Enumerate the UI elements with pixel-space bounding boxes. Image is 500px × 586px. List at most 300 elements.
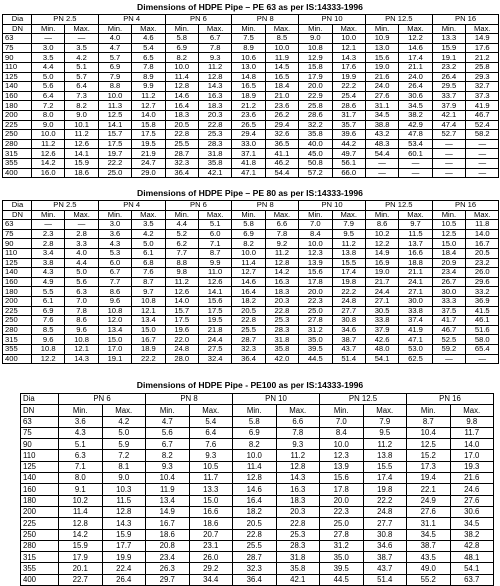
value-cell: 32.7: [466, 82, 499, 92]
value-cell: 3.6: [59, 416, 103, 427]
max-header: Max.: [189, 405, 233, 416]
pn-header: PN 4: [98, 201, 165, 211]
value-cell: 22.2: [332, 287, 365, 297]
max-header: Max.: [332, 24, 365, 34]
value-cell: 11.2: [132, 91, 165, 101]
value-cell: 10.5: [189, 461, 233, 472]
max-header: Max.: [132, 24, 165, 34]
value-cell: 58.2: [466, 130, 499, 140]
value-cell: 17.4: [363, 473, 407, 484]
value-cell: 39.5: [299, 344, 332, 354]
pe100-table-title: Dimensions of HDPE Pipe - PE100 as per IS:14333-1996: [136, 380, 364, 390]
value-cell: 16.0: [32, 168, 65, 178]
value-cell: 15.6: [365, 53, 398, 63]
table-row: [21, 439, 494, 450]
value-cell: 35.0: [320, 552, 364, 563]
value-cell: 22.1: [407, 484, 451, 495]
table-row: [3, 43, 499, 53]
value-cell: 13.9: [320, 461, 364, 472]
value-cell: 37.1: [232, 149, 265, 159]
value-cell: 28.7: [233, 552, 277, 563]
pn-header: PN 8: [146, 394, 233, 405]
value-cell: 54.4: [265, 168, 298, 178]
dn-cell: 200: [3, 110, 32, 120]
value-cell: 18.9: [232, 91, 265, 101]
value-cell: 26.5: [232, 120, 265, 130]
value-cell: 4.2: [132, 229, 165, 239]
max-header: Max.: [450, 405, 494, 416]
value-cell: 15.2: [407, 450, 451, 461]
value-cell: 30.0: [399, 296, 432, 306]
value-cell: 36.9: [466, 296, 499, 306]
value-cell: —: [432, 149, 465, 159]
value-cell: 22.3: [299, 296, 332, 306]
value-cell: 5.8: [233, 416, 277, 427]
pe63-header-row-minmax: [3, 24, 499, 34]
value-cell: 32.3: [232, 344, 265, 354]
value-cell: 18.6: [65, 168, 98, 178]
value-cell: 30.6: [399, 91, 432, 101]
value-cell: 47.1: [399, 335, 432, 345]
value-cell: 46.1: [466, 316, 499, 326]
value-cell: 30.0: [432, 287, 465, 297]
value-cell: 10.8: [98, 306, 131, 316]
value-cell: 11.2: [165, 277, 198, 287]
value-cell: 5.6: [146, 427, 190, 438]
value-cell: 21.9: [132, 149, 165, 159]
value-cell: 12.1: [65, 344, 98, 354]
min-header: Min.: [320, 405, 364, 416]
value-cell: —: [466, 139, 499, 149]
value-cell: 35.7: [332, 120, 365, 130]
value-cell: 15.6: [320, 473, 364, 484]
value-cell: 47.1: [232, 168, 265, 178]
value-cell: 6.1: [32, 296, 65, 306]
value-cell: 22.2: [132, 354, 165, 364]
value-cell: 48.0: [365, 344, 398, 354]
value-cell: 10.0: [232, 248, 265, 258]
value-cell: —: [466, 158, 499, 168]
value-cell: 12.8: [233, 473, 277, 484]
value-cell: 46.2: [265, 158, 298, 168]
value-cell: 6.9: [32, 306, 65, 316]
max-header: Max.: [332, 210, 365, 220]
value-cell: 29.3: [466, 72, 499, 82]
dn-cell: 75: [3, 229, 32, 239]
value-cell: 11.3: [98, 101, 131, 111]
value-cell: 35.0: [299, 335, 332, 345]
value-cell: 15.6: [299, 268, 332, 278]
value-cell: 11.4: [233, 461, 277, 472]
value-cell: 19.0: [365, 62, 398, 72]
value-cell: 9.8: [165, 268, 198, 278]
pn-header: PN 10: [299, 15, 366, 25]
value-cell: 42.6: [365, 335, 398, 345]
value-cell: 54.4: [365, 149, 398, 159]
value-cell: 8.8: [165, 258, 198, 268]
table-row: [21, 506, 494, 517]
value-cell: 7.5: [232, 34, 265, 44]
value-cell: 18.4: [265, 82, 298, 92]
dn-cell: 225: [21, 518, 59, 529]
value-cell: 29.6: [466, 277, 499, 287]
pn-header: PN 6: [165, 201, 232, 211]
value-cell: 22.0: [165, 335, 198, 345]
dn-cell: 400: [21, 574, 59, 585]
value-cell: 31.2: [299, 325, 332, 335]
pn-header: PN 10: [233, 394, 320, 405]
value-cell: 17.6: [466, 43, 499, 53]
value-cell: 25.5: [233, 540, 277, 551]
pe80-table: [2, 200, 499, 364]
value-cell: 38.7: [363, 552, 407, 563]
max-header: Max.: [65, 24, 98, 34]
value-cell: 4.7: [98, 43, 131, 53]
pn-header: PN 8: [232, 15, 299, 25]
min-header: Min.: [98, 24, 131, 34]
pe100-header-row-pn: [21, 394, 494, 405]
value-cell: 4.4: [65, 258, 98, 268]
value-cell: 27.7: [332, 306, 365, 316]
value-cell: 19.8: [332, 277, 365, 287]
value-cell: 15.0: [132, 325, 165, 335]
value-cell: 12.5: [98, 110, 131, 120]
max-header: Max.: [466, 24, 499, 34]
value-cell: 40.0: [299, 139, 332, 149]
value-cell: 27.6: [450, 495, 494, 506]
value-cell: 49.0: [407, 563, 451, 574]
min-header: Min.: [232, 210, 265, 220]
value-cell: 29.4: [265, 120, 298, 130]
value-cell: 11.4: [165, 72, 198, 82]
dia-header: Dia: [3, 15, 32, 25]
value-cell: 7.8: [132, 62, 165, 72]
value-cell: 11.2: [32, 139, 65, 149]
value-cell: 15.5: [332, 258, 365, 268]
value-cell: 24.4: [365, 287, 398, 297]
value-cell: 17.9: [59, 552, 103, 563]
table-row: [3, 158, 499, 168]
pn-header: PN 12.5: [320, 394, 407, 405]
dn-cell: 160: [21, 484, 59, 495]
value-cell: 34.4: [189, 574, 233, 585]
dn-cell: 225: [3, 306, 32, 316]
value-cell: 35.8: [198, 158, 231, 168]
table-row: [3, 91, 499, 101]
value-cell: 9.3: [276, 439, 320, 450]
value-cell: 7.1: [59, 461, 103, 472]
value-cell: 10.4: [146, 473, 190, 484]
dn-cell: 200: [3, 296, 32, 306]
value-cell: 27.1: [399, 287, 432, 297]
value-cell: —: [32, 34, 65, 44]
value-cell: 22.8: [276, 518, 320, 529]
value-cell: 6.0: [98, 258, 131, 268]
table-row: [3, 229, 499, 239]
value-cell: 37.9: [432, 101, 465, 111]
value-cell: 15.0: [98, 335, 131, 345]
value-cell: 16.7: [466, 239, 499, 249]
value-cell: 4.2: [102, 416, 146, 427]
value-cell: 23.6: [232, 110, 265, 120]
value-cell: 12.0: [98, 316, 131, 326]
value-cell: 5.8: [232, 220, 265, 230]
min-header: Min.: [165, 24, 198, 34]
min-header: Min.: [407, 405, 451, 416]
value-cell: 18.6: [146, 529, 190, 540]
dn-cell: 160: [3, 277, 32, 287]
value-cell: 25.0: [299, 306, 332, 316]
value-cell: 10.0: [165, 62, 198, 72]
pe80-header-row-pn: [3, 201, 499, 211]
value-cell: 12.7: [132, 101, 165, 111]
value-cell: 10.2: [365, 229, 398, 239]
dn-cell: 355: [3, 158, 32, 168]
value-cell: 52.7: [432, 130, 465, 140]
value-cell: 28.6: [299, 110, 332, 120]
value-cell: 19.5: [198, 316, 231, 326]
value-cell: 42.1: [432, 110, 465, 120]
value-cell: 14.1: [198, 287, 231, 297]
value-cell: 20.3: [198, 110, 231, 120]
value-cell: 14.0: [165, 296, 198, 306]
dn-cell: 400: [3, 168, 32, 178]
value-cell: 27.6: [365, 91, 398, 101]
value-cell: 20.8: [146, 540, 190, 551]
value-cell: —: [466, 354, 499, 364]
value-cell: 14.5: [265, 62, 298, 72]
value-cell: 20.9: [432, 258, 465, 268]
value-cell: 3.0: [98, 220, 131, 230]
value-cell: 19.5: [132, 139, 165, 149]
value-cell: 30.8: [332, 316, 365, 326]
dn-cell: 400: [3, 354, 32, 364]
value-cell: 6.6: [265, 220, 298, 230]
table-row: [21, 495, 494, 506]
value-cell: 8.2: [232, 239, 265, 249]
value-cell: 31.2: [320, 540, 364, 551]
value-cell: 38.2: [399, 110, 432, 120]
value-cell: 39.5: [320, 563, 364, 574]
value-cell: 46.7: [432, 325, 465, 335]
value-cell: 20.7: [189, 529, 233, 540]
value-cell: —: [432, 354, 465, 364]
value-cell: 29.2: [189, 563, 233, 574]
value-cell: 28.3: [265, 325, 298, 335]
value-cell: 8.2: [65, 101, 98, 111]
value-cell: 44.5: [299, 354, 332, 364]
value-cell: 19.1: [98, 354, 131, 364]
value-cell: 33.0: [232, 139, 265, 149]
table-row: [3, 220, 499, 230]
value-cell: 6.6: [276, 416, 320, 427]
value-cell: 12.2: [365, 239, 398, 249]
value-cell: 6.7: [98, 268, 131, 278]
value-cell: 14.1: [65, 149, 98, 159]
table-row: [3, 53, 499, 63]
value-cell: 26.0: [466, 268, 499, 278]
value-cell: 53.4: [399, 139, 432, 149]
value-cell: 25.8: [299, 101, 332, 111]
value-cell: 19.4: [407, 473, 451, 484]
min-header: Min.: [98, 210, 131, 220]
value-cell: 45.0: [299, 149, 332, 159]
value-cell: 16.6: [189, 506, 233, 517]
value-cell: 37.9: [365, 325, 398, 335]
value-cell: 13.4: [146, 495, 190, 506]
value-cell: 32.6: [265, 130, 298, 140]
value-cell: 25.3: [265, 316, 298, 326]
pe63-table: [2, 14, 499, 178]
value-cell: 33.2: [466, 287, 499, 297]
value-cell: 15.7: [98, 130, 131, 140]
value-cell: 16.7: [132, 335, 165, 345]
value-cell: 13.4: [98, 325, 131, 335]
value-cell: 5.1: [65, 62, 98, 72]
value-cell: 27.7: [363, 518, 407, 529]
value-cell: 41.5: [466, 306, 499, 316]
value-cell: 34.5: [450, 518, 494, 529]
value-cell: 17.9: [299, 72, 332, 82]
value-cell: 25.3: [198, 130, 231, 140]
value-cell: 24.0: [365, 82, 398, 92]
pe63-table-section: [0, 2, 500, 178]
value-cell: 6.9: [165, 43, 198, 53]
value-cell: 33.3: [432, 296, 465, 306]
value-cell: 10.8: [132, 296, 165, 306]
value-cell: 16.7: [146, 518, 190, 529]
value-cell: 8.6: [65, 316, 98, 326]
table-row: [3, 248, 499, 258]
value-cell: 34.5: [407, 529, 451, 540]
dn-cell: 315: [21, 552, 59, 563]
value-cell: 30.6: [450, 506, 494, 517]
min-header: Min.: [32, 210, 65, 220]
value-cell: 19.9: [332, 72, 365, 82]
table-row: [3, 110, 499, 120]
value-cell: 26.3: [146, 563, 190, 574]
value-cell: 17.8: [299, 277, 332, 287]
max-header: Max.: [198, 210, 231, 220]
value-cell: 11.2: [332, 239, 365, 249]
value-cell: 17.5: [198, 306, 231, 316]
value-cell: 10.3: [102, 484, 146, 495]
value-cell: 34.5: [399, 101, 432, 111]
table-row: [21, 540, 494, 551]
value-cell: 18.6: [189, 518, 233, 529]
value-cell: 13.3: [189, 484, 233, 495]
value-cell: 42.1: [276, 574, 320, 585]
value-cell: 33.7: [432, 91, 465, 101]
value-cell: 5.5: [32, 287, 65, 297]
value-cell: 5.3: [98, 248, 131, 258]
value-cell: 18.3: [276, 495, 320, 506]
dn-cell: 180: [3, 101, 32, 111]
value-cell: 8.2: [233, 439, 277, 450]
value-cell: 7.8: [198, 43, 231, 53]
value-cell: 21.2: [466, 53, 499, 63]
value-cell: 24.1: [399, 277, 432, 287]
table-row: [3, 258, 499, 268]
value-cell: 11.8: [466, 220, 499, 230]
value-cell: 18.2: [232, 296, 265, 306]
value-cell: 14.6: [165, 91, 198, 101]
value-cell: 23.6: [265, 101, 298, 111]
value-cell: 11.9: [146, 484, 190, 495]
value-cell: 18.4: [432, 248, 465, 258]
max-header: Max.: [102, 405, 146, 416]
value-cell: 7.6: [32, 316, 65, 326]
value-cell: 11.9: [265, 53, 298, 63]
value-cell: 21.0: [265, 91, 298, 101]
value-cell: 14.6: [399, 43, 432, 53]
value-cell: 62.5: [399, 354, 432, 364]
min-header: Min.: [165, 210, 198, 220]
value-cell: 14.0: [466, 229, 499, 239]
value-cell: 38.2: [450, 529, 494, 540]
value-cell: 9.8: [450, 416, 494, 427]
table-row: [3, 335, 499, 345]
value-cell: 20.5: [466, 248, 499, 258]
value-cell: 16.5: [265, 72, 298, 82]
min-header: Min.: [365, 210, 398, 220]
value-cell: 6.3: [65, 287, 98, 297]
value-cell: 14.3: [102, 518, 146, 529]
value-cell: 13.4: [132, 316, 165, 326]
dn-header: DN: [3, 210, 32, 220]
value-cell: 21.1: [399, 62, 432, 72]
value-cell: 3.5: [32, 53, 65, 63]
value-cell: 17.3: [407, 461, 451, 472]
value-cell: 21.1: [399, 268, 432, 278]
value-cell: 5.6: [32, 82, 65, 92]
value-cell: 15.7: [165, 306, 198, 316]
value-cell: 25.3: [276, 529, 320, 540]
value-cell: 20.5: [232, 306, 265, 316]
table-row: [3, 296, 499, 306]
value-cell: 6.9: [232, 229, 265, 239]
value-cell: 6.9: [233, 427, 277, 438]
value-cell: 49.7: [332, 149, 365, 159]
value-cell: 22.2: [332, 82, 365, 92]
value-cell: 10.8: [65, 335, 98, 345]
value-cell: 13.7: [399, 239, 432, 249]
value-cell: 15.6: [198, 296, 231, 306]
value-cell: —: [32, 220, 65, 230]
value-cell: 16.5: [232, 82, 265, 92]
value-cell: 4.4: [32, 62, 65, 72]
value-cell: 10.0: [299, 239, 332, 249]
value-cell: 9.7: [399, 220, 432, 230]
value-cell: 4.6: [132, 34, 165, 44]
value-cell: 34.5: [365, 110, 398, 120]
dn-cell: 180: [21, 495, 59, 506]
value-cell: 34.6: [363, 540, 407, 551]
value-cell: 3.5: [65, 43, 98, 53]
value-cell: 9.3: [198, 53, 231, 63]
table-row: [3, 306, 499, 316]
value-cell: 15.8: [299, 62, 332, 72]
dn-cell: 90: [3, 53, 32, 63]
value-cell: 9.5: [363, 427, 407, 438]
value-cell: 7.6: [132, 268, 165, 278]
value-cell: 41.7: [432, 316, 465, 326]
value-cell: 16.3: [276, 484, 320, 495]
value-cell: 4.7: [146, 416, 190, 427]
value-cell: 8.1: [102, 461, 146, 472]
pe63-header-row-pn: [3, 15, 499, 25]
value-cell: 8.2: [165, 53, 198, 63]
